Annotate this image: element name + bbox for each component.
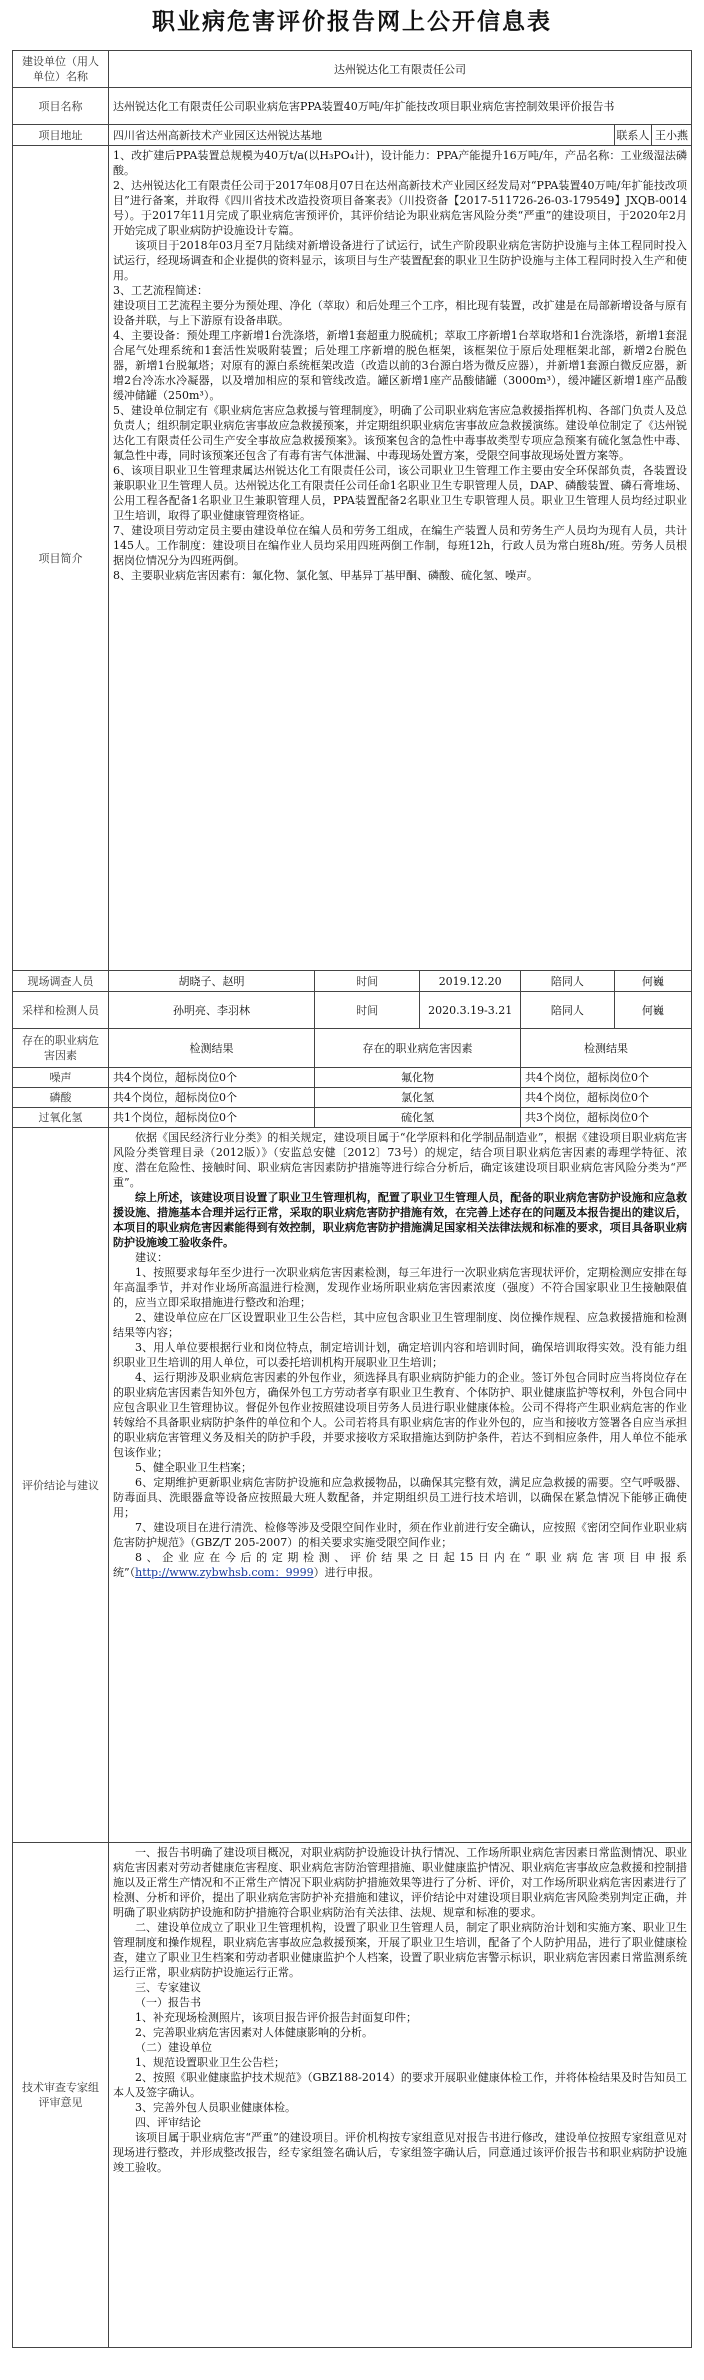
contact-label: 联系人	[614, 125, 651, 146]
sampling-time-label: 时间	[315, 992, 420, 1029]
survey-time-label: 时间	[315, 971, 420, 992]
conclusion-para: 1、按照要求每年至少进行一次职业病危害因素检测，每三年进行一次职业病危害现状评价，定期检测应安排在每年高温季节，并对作业场所高温进行检测，发现作业场所职业病危害因素浓度（强度）不符合国家职业卫生接触限值的，应当立即采取措施进行整改和治理；	[112, 1266, 687, 1309]
intro-para: 3、工艺流程简述：	[112, 284, 208, 297]
org-label: 建设单位（用人单位）名称	[13, 51, 109, 88]
address-label: 项目地址	[13, 125, 109, 146]
conclusion-para: 依据《国民经济行业分类》的相关规定，建设项目属于“化学原料和化学制品制造业”，根据《建设项目职业病危害风险分类管理目录（2012版）》（安监总安健〔2012〕73号）的规定，结合项目职业病危害因素的毒理学特征、浓度、潜在危险性、接触时间、职业病危害因素防护措施等进行综合分析后，确定该建设项目职业病危害风险分类为“严重”。	[112, 1131, 687, 1189]
sampling-people: 孙明亮、李羽林	[108, 992, 314, 1029]
detect-result: 共3个岗位，超标岗位0个	[521, 1108, 692, 1128]
detect-header-result-2: 检测结果	[521, 1029, 692, 1068]
detect-result: 共4个岗位，超标岗位0个	[108, 1068, 314, 1088]
conclusion-para: 6、定期维护更新职业病危害防护设施和应急救援物品，以确保其完整有效，满足应急救援的需要。空气呼吸器、防毒面具、洗眼器盒等设备应按照最大班人数配备，并定期组织员工进行技术培训，以确保在紧急情况下能够正确使用；	[112, 1476, 687, 1519]
conclusion-para: 3、用人单位要根据行业和岗位特点，制定培训计划，确定培训内容和培训时间，确保培训取得实效。没有能力组织职业卫生培训的用人单位，可以委托培训机构开展职业卫生培训；	[112, 1341, 687, 1369]
intro-content	[108, 146, 691, 971]
conclusion-para	[113, 1550, 687, 1580]
survey-time: 2019.12.20	[420, 971, 521, 992]
project-label: 项目名称	[13, 88, 109, 125]
expert-para: 二、建设单位成立了职业卫生管理机构，设置了职业卫生管理人员，制定了职业病防治计划和实施方案、职业卫生管理制度和操作规程，职业病危害事故应急救援预案，开展了职业卫生培训，配备了个人防护用品，进行了职业健康检查，建立了职业卫生档案和劳动者职业健康监护个人档案，设置了职业病危害警示标识，职业病危害因素日常监测系统运行正常，职业病防护设施运行正常。	[112, 1921, 687, 1979]
conclusion-para: 2、建设单位应在厂区设置职业卫生公告栏，其中应包含职业卫生管理制度、岗位操作规程、应急救援措施和检测结果等内容；	[112, 1311, 687, 1339]
info-table	[12, 50, 692, 2348]
expert-para: 该项目属于职业病危害“严重”的建设项目。评价机构按专家组意见对报告书进行修改，建设单位按照专家组意见对现场进行整改，并形成整改报告，经专家组签名确认后，专家组签字确认后，同意通过该评价报告书和职业病防护设施竣工验收。	[112, 2131, 687, 2174]
detect-result: 共4个岗位，超标岗位0个	[521, 1088, 692, 1108]
expert-para: 1、补充现场检测照片，该项目报告评价报告封面复印件；	[134, 2011, 417, 2024]
project-value: 达州锐达化工有限责任公司职业病危害PPA装置40万吨/年扩能技改项目职业病危害控制效果评价报告书	[108, 88, 691, 125]
expert-para: 3、完善外包人员职业健康体检。	[134, 2101, 296, 2114]
expert-row	[13, 1843, 692, 2348]
detect-row	[13, 1108, 692, 1128]
address-row	[13, 125, 692, 146]
conclusion-label: 评价结论与建议	[13, 1128, 109, 1843]
detect-row	[13, 1088, 692, 1108]
sampling-label: 采样和检测人员	[13, 992, 109, 1029]
declaration-link[interactable]: http://www.zybwhsb.com：9999	[135, 1566, 314, 1579]
intro-para: 4、主要设备：预处理工序新增1台洗涤塔，新增1套超重力脱硫机；萃取工序新增1台萃取塔和1台洗涤塔，新增1套混合尾气处理系统和1套活性炭吸附装置；后处理工序新增的脱色框架，该框架位于原后处理框架北部，新增2台脱色器，新增1台脱氟塔；对原有的源白系统框架改造（改造以前的3台源白塔为微反应器），并新增1套源白微反应器，新增2台冷冻水冷凝器，以及增加相应的泵和管线改造。罐区新增1座产品酸储罐（3000m³），缓冲罐区新增1座产品酸缓冲储罐（250m³）。	[112, 329, 687, 402]
conclusion-summary: 综上所述，该建设项目设置了职业卫生管理机构，配置了职业卫生管理人员，配备的职业病危害防护设施和应急救援设施、措施基本合理并运行正常，采取的职业病危害防护措施有效，在完善上述存在的问题及本报告提出的建议后，本项目的职业病危害因素能得到有效控制，职业病危害防护措施满足国家相关法律法规和标准的要求，项目具备职业病防护设施竣工验收条件。	[112, 1191, 687, 1249]
conclusion-para: 7、建设项目在进行清洗、检修等涉及受限空间作业时，须在作业前进行安全确认，应按照《密闭空间作业职业病危害防护规范》（GBZ/T 205-2007）的相关要求实施受限空间作业；	[112, 1521, 687, 1549]
detect-result: 共4个岗位，超标岗位0个	[521, 1068, 692, 1088]
intro-para: 2、达州锐达化工有限责任公司于2017年08月07日在达州高新技术产业园区经发局对“PPA装置40万吨/年扩能技改项目”进行备案，并取得《四川省技术改造投资项目备案表》（川投资备【2017-511726-26-03-179549】JXQB-0014号）。于2017年11月完成了职业病危害预评价，其评价结论为职业病危害风险分类“严重”的建设项目，于2020年2月开始完成了职业病防护设施设计专篇。	[112, 179, 687, 237]
expert-label: 技术审查专家组评审意见	[13, 1843, 109, 2348]
survey-label: 现场调查人员	[13, 971, 109, 992]
org-value: 达州锐达化工有限责任公司	[108, 51, 691, 88]
intro-row	[13, 146, 692, 971]
detect-factor: 噪声	[13, 1068, 109, 1088]
expert-para: 一、报告书明确了建设项目概况，对职业病防护设施设计执行情况、工作场所职业病危害因素日常监测情况、职业病危害因素对劳动者健康危害程度、职业病危害防治管理措施、职业健康监护情况、职业病危害事故应急救援和控制措施以及正常生产情况和不正常生产情况下职业病防护措施效果等进行了分析、评价，对工作场所职业病危害因素进行了检测、分析和评价，提出了职业病危害防护补充措施和建议，评价结论中对建设项目职业病危害风险类别判定正确，并明确了职业病防护设施和防护措施符合职业病防治有关法律、法规、规章和标准的要求。	[112, 1846, 687, 1919]
conclusion-text: ）进行申报。	[313, 1566, 380, 1579]
conclusion-row	[13, 1128, 692, 1843]
detect-result: 共4个岗位，超标岗位0个	[108, 1088, 314, 1108]
detect-row	[13, 1068, 692, 1088]
expert-para: 三、专家建议	[134, 1981, 201, 1994]
survey-accompany: 何巍	[614, 971, 691, 992]
detect-header-factor: 存在的职业病危害因素	[13, 1029, 109, 1068]
expert-content	[108, 1843, 691, 2348]
detect-header-row	[13, 1029, 692, 1068]
conclusion-text: 8、企业应在今后的定期检测、评价结果之日起15日内在“职业病危害项目申报系统”（	[112, 1551, 687, 1579]
page-title: 职业病危害评价报告网上公开信息表	[152, 8, 552, 35]
detect-result: 共1个岗位，超标岗位0个	[108, 1108, 314, 1128]
detect-factor: 氯化氢	[315, 1088, 521, 1108]
conclusion-para: 5、健全职业卫生档案；	[134, 1461, 252, 1474]
survey-accompany-label: 陪同人	[521, 971, 615, 992]
org-row	[13, 51, 692, 88]
sampling-accompany: 何巍	[614, 992, 691, 1029]
detect-header-result: 检测结果	[108, 1029, 314, 1068]
detect-header-factor-2: 存在的职业病危害因素	[315, 1029, 521, 1068]
intro-para: 8、主要职业病危害因素有：氟化物、氯化氢、甲基异丁基甲酮、磷酸、硫化氢、噪声。	[112, 569, 538, 582]
conclusion-content	[108, 1128, 691, 1843]
detect-factor: 磷酸	[13, 1088, 109, 1108]
sampling-accompany-label: 陪同人	[521, 992, 615, 1029]
contact-value: 王小燕	[652, 125, 692, 146]
sampling-row	[13, 992, 692, 1029]
intro-para: 该项目于2018年03月至7月陆续对新增设备进行了试运行，试生产阶段职业病危害防护设施与主体工程同时投入试运行，经现场调查和企业提供的资料显示，该项目与生产装置配套的职业卫生防护设施与主体工程同时投入生产和使用。	[112, 239, 687, 282]
intro-para: 5、建设单位制定有《职业病危害应急救援与管理制度》，明确了公司职业病危害应急救援指挥机构、各部门负责人及总负责人；组织制定职业病危害事故应急救援预案，并定期组织职业病危害事故应急救援演练。建设单位制定了《达州锐达化工有限责任公司生产安全事故应急救援预案》。该预案包含的急性中毒事故类型专项应急预案有硫化氢急性中毒、氟急性中毒，同时该预案还包含了有毒有害气体泄漏、中毒现场处置方案，受限空间事故现场处置方案等。	[112, 404, 687, 462]
conclusion-para: 4、运行期涉及职业病危害因素的外包作业，须选择具有职业病防护能力的企业。签订外包合同时应当将岗位存在的职业病危害因素告知外包方，确保外包工方劳动者享有职业卫生教育、个体防护、职业健康监护等权利，外包合同中应包含职业卫生管理协议。督促外包作业按照建设项目劳务人员进行职业健康体检。公司不得将产生职业病危害的作业转嫁给不具备职业病防护条件的单位和个人。公司若将具有职业病危害的作业外包的，应当和接收方签署各自应当承担的职业病危害管理义务及相关的防护手段，并要求接收方采取措施达到防护条件，若达不到相应条件，用人单位不能承包该作业；	[112, 1371, 687, 1459]
address-value: 四川省达州高新技术产业园区达州锐达基地	[108, 125, 614, 146]
expert-para: （一）报告书	[134, 1996, 201, 2009]
conclusion-para: 建议：	[134, 1251, 168, 1264]
detect-factor: 氟化物	[315, 1068, 521, 1088]
project-row	[13, 88, 692, 125]
intro-para: 建设项目工艺流程主要分为预处理、净化（萃取）和后处理三个工序，相比现有装置，改扩建是在局部新增设备与原有设备并联，与上下游原有设备串联。	[112, 299, 687, 327]
intro-para: 7、建设项目劳动定员主要由建设单位在编人员和劳务工组成，在编生产装置人员和劳务生产人员均为现有人员，共计145人。工作制度：建设项目在编作业人员均采用四班两倒工作制，每班12h，行政人员为常白班8h/班。劳务人员根据岗位情况分为四班两倒。	[112, 524, 687, 567]
expert-para: 2、按照《职业健康监护技术规范》（GBZ188-2014）的要求开展职业健康体检工作，并将体检结果及时告知员工本人及签字确认。	[112, 2071, 687, 2099]
intro-para: 6、该项目职业卫生管理隶属达州锐达化工有限责任公司，该公司职业卫生管理工作主要由安全环保部负责，各装置设兼职职业卫生管理人员。达州锐达化工有限责任公司任命1名职业卫生专职管理人员，DAP、磷酸装置、磷石膏堆场、公用工程各配备1名职业卫生兼职管理人员，PPA装置配备2名职业卫生专职管理人员。职业卫生管理人员均经过职业卫生培训，取得了职业健康管理资格证。	[112, 464, 687, 522]
survey-row	[13, 971, 692, 992]
intro-para: 1、改扩建后PPA装置总规模为40万t/a(以H₃PO₄计)，设计能力：PPA产能提升16万吨/年，产品名称：工业级湿法磷酸。	[112, 149, 687, 177]
detect-factor: 硫化氢	[315, 1108, 521, 1128]
survey-people: 胡晓子、赵明	[108, 971, 314, 992]
expert-para: （二）建设单位	[134, 2041, 212, 2054]
sampling-time: 2020.3.19-3.21	[420, 992, 521, 1029]
expert-para: 2、完善职业病危害因素对人体健康影响的分析。	[134, 2026, 373, 2039]
detect-factor: 过氧化氢	[13, 1108, 109, 1128]
expert-para: 1、规范设置职业卫生公告栏；	[134, 2056, 285, 2069]
intro-label: 项目简介	[13, 146, 109, 971]
expert-para: 四、评审结论	[134, 2116, 201, 2129]
